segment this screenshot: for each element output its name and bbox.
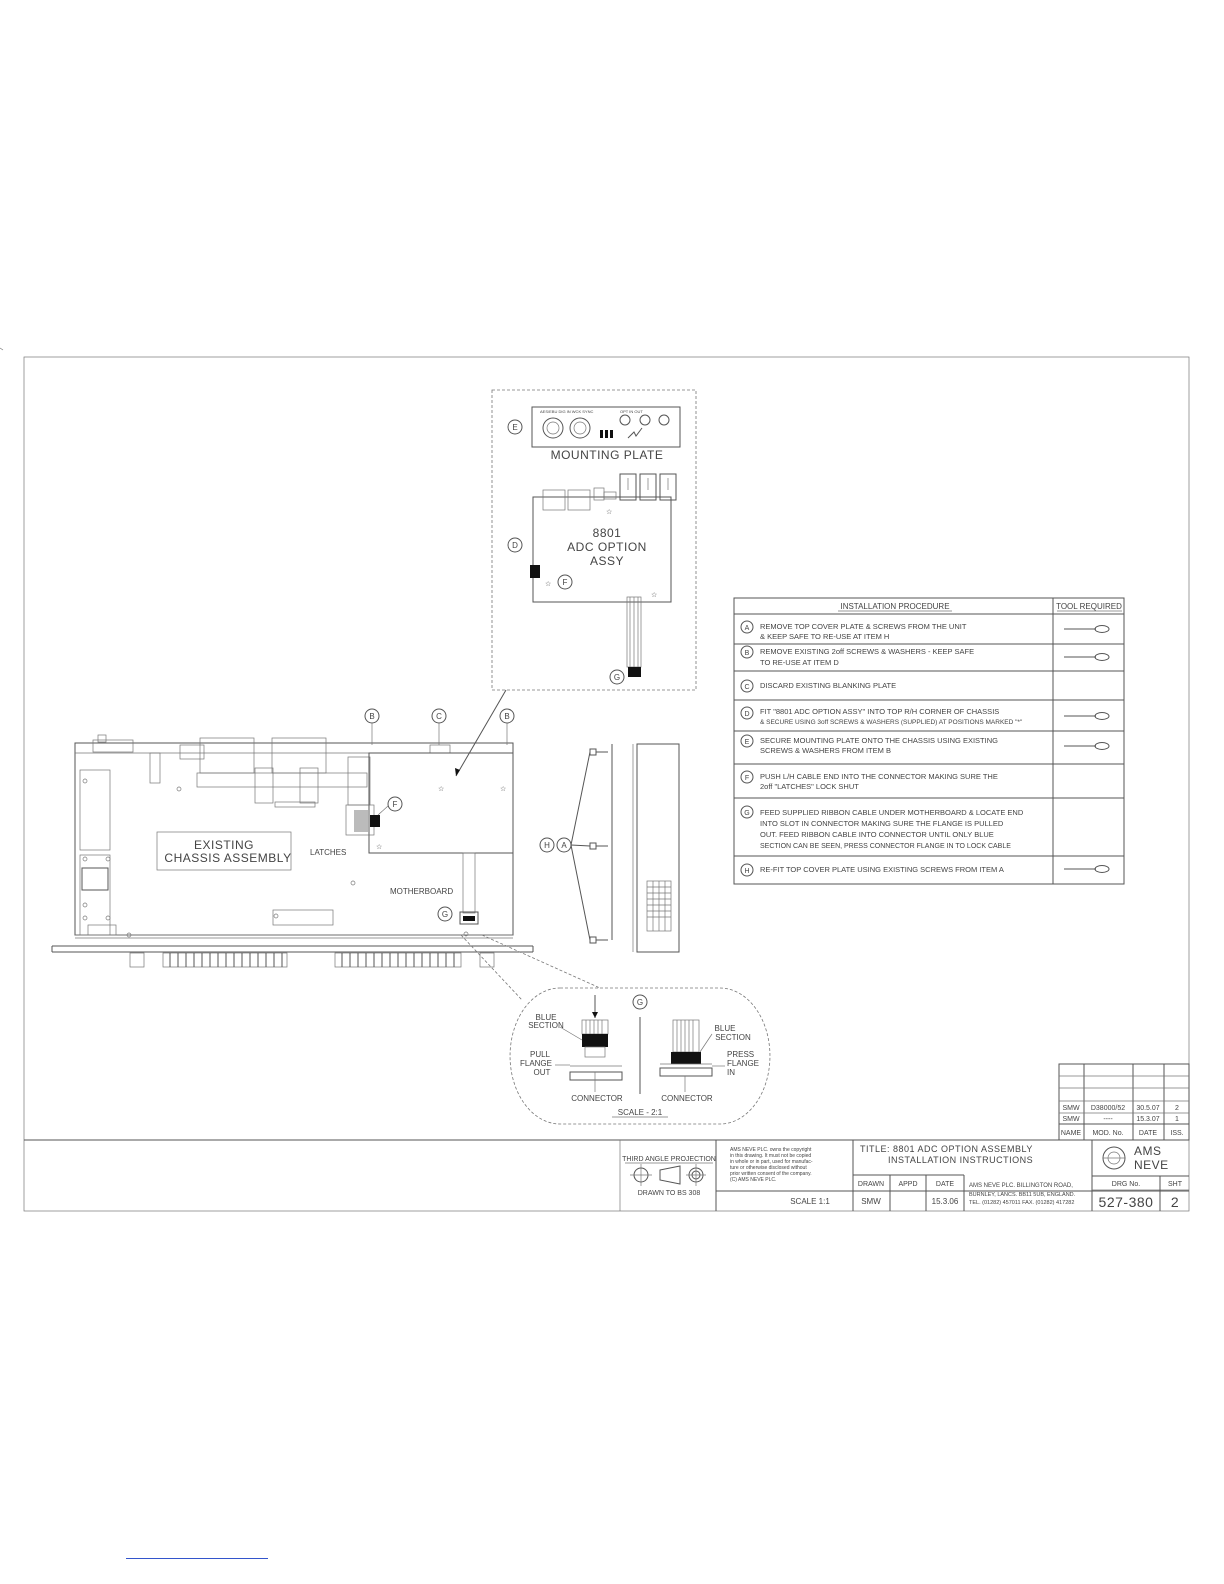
svg-text:B: B — [369, 712, 375, 721]
callout-d — [508, 538, 522, 552]
tool-header: TOOL REQUIRED — [1056, 602, 1122, 611]
procedure-step-g — [741, 806, 1024, 850]
screwdriver-icon — [1064, 866, 1109, 873]
rev-mod-1: ---- — [1103, 1116, 1113, 1123]
procedure-step-h — [741, 864, 1004, 876]
procedure-step-a — [741, 621, 967, 641]
svg-text:D: D — [744, 711, 750, 718]
projection-label: THIRD ANGLE PROJECTION — [622, 1156, 716, 1163]
procedure-step-f — [741, 771, 998, 791]
svg-text:TO RE-USE AT ITEM D: TO RE-USE AT ITEM D — [760, 658, 839, 667]
rev-header-date: DATE — [1138, 1130, 1158, 1137]
sheet-border — [24, 357, 1189, 1211]
rev-iss-1: 1 — [1175, 1116, 1179, 1123]
svg-text:DISCARD EXISTING BLANKING PLAT: DISCARD EXISTING BLANKING PLATE — [760, 681, 897, 690]
ams-neve-logo — [1103, 1144, 1169, 1172]
procedure-step-b — [741, 646, 974, 667]
rev-date-2: 30.5.07 — [1136, 1105, 1160, 1112]
rev-iss-2: 2 — [1175, 1105, 1179, 1112]
rev-header-mod: MOD. No. — [1092, 1130, 1124, 1137]
rev-header-name: NAME — [1060, 1130, 1082, 1137]
detail-pull-out — [555, 995, 622, 1092]
svg-text:E: E — [744, 739, 750, 746]
copyright-line4: ture or otherwise disclosed without — [730, 1165, 807, 1171]
latches-label: LATCHES — [310, 848, 347, 857]
svg-text:D: D — [512, 541, 518, 550]
svg-text:G: G — [441, 910, 449, 919]
callout-c — [432, 709, 446, 745]
svg-text:B: B — [744, 650, 750, 657]
adc-assy-line2: ADC OPTION — [567, 540, 647, 554]
revision-table — [1059, 1064, 1189, 1140]
screwdriver-icon — [1064, 713, 1109, 720]
svg-text:☆: ☆ — [438, 786, 445, 793]
svg-text:OPT IN OUT: OPT IN OUT — [620, 409, 643, 414]
callout-b-right — [500, 709, 514, 745]
rev-header-iss: ISS. — [1170, 1130, 1184, 1137]
svg-text:SECTION CAN BE SEEN, PRESS CON: SECTION CAN BE SEEN, PRESS CONNECTOR FLANGE IN TO LOCK CABLE — [760, 843, 1011, 850]
appd-header: APPD — [898, 1181, 918, 1188]
rev-date-1: 15.3.07 — [1136, 1116, 1160, 1123]
connector-right-label: CONNECTOR — [661, 1094, 713, 1103]
svg-text:F: F — [392, 800, 398, 809]
svg-text:F: F — [744, 775, 750, 782]
callout-h-side — [540, 838, 554, 852]
sheet-number: 2 — [1170, 1194, 1180, 1210]
svg-text:G: G — [613, 673, 621, 682]
title-block — [24, 1140, 1189, 1211]
callout-g-detail — [633, 995, 647, 1009]
rev-mod-2: D38000/52 — [1090, 1105, 1126, 1112]
company-line1: AMS NEVE PLC. BILLINGTON ROAD, — [969, 1183, 1073, 1189]
copyright-line1: AMS NEVE PLC. owns the copyright — [730, 1147, 812, 1153]
callout-g-chassis — [438, 907, 452, 921]
svg-text:B: B — [504, 712, 510, 721]
svg-text:OUT. FEED RIBBON CABLE INTO CO: OUT. FEED RIBBON CABLE INTO CONNECTOR UNTIL ONLY BLUE — [760, 830, 994, 839]
rev-name-1: SMW — [1062, 1116, 1080, 1123]
corner-tick — [0, 348, 3, 350]
detail-g — [461, 935, 770, 1124]
drawing-number: 527-380 — [1098, 1194, 1154, 1210]
procedure-header: INSTALLATION PROCEDURE — [840, 602, 950, 611]
procedure-table — [734, 598, 1124, 884]
svg-text:G: G — [636, 998, 644, 1007]
chassis-label-line2: CHASSIS ASSEMBLY — [164, 851, 292, 865]
svg-text:& SECURE USING 3off SCREWS & W: & SECURE USING 3off SCREWS & WASHERS (SUPPLIED) AT POSITIONS MARKED "*" — [760, 719, 1023, 726]
company-line2: BURNLEY, LANCS. BB11 5UB, ENGLAND. — [969, 1192, 1076, 1198]
installed-adc-board — [369, 753, 513, 853]
svg-text:H: H — [544, 841, 550, 850]
pull-label-2: FLANGE — [519, 1059, 553, 1068]
drawn-value: SMW — [861, 1197, 881, 1206]
svg-text:H: H — [744, 868, 750, 875]
blue-section-right-2: SECTION — [715, 1033, 751, 1042]
svg-text:G: G — [744, 810, 750, 817]
svg-text:☆: ☆ — [651, 592, 658, 599]
svg-text:2off "LATCHES" LOCK SHUT: 2off "LATCHES" LOCK SHUT — [760, 782, 859, 791]
svg-text:C: C — [436, 712, 442, 721]
chassis-label-line1: EXISTING — [193, 838, 255, 852]
pull-label-1: PULL — [529, 1050, 551, 1059]
chassis-outline — [75, 743, 513, 935]
drawn-header: DRAWN — [857, 1181, 885, 1188]
copyright-line5: prior written consent of the company. — [730, 1171, 812, 1177]
copyright-line3: in whole or in part, used for manufac- — [730, 1159, 813, 1165]
callout-g-top — [610, 670, 624, 684]
press-label-1: PRESS — [727, 1050, 755, 1059]
callout-a-side — [557, 838, 571, 852]
screwdriver-icon — [1064, 654, 1109, 661]
date-value: 15.3.06 — [931, 1197, 959, 1206]
svg-text:SECURE MOUNTING PLATE ONTO THE: SECURE MOUNTING PLATE ONTO THE CHASSIS USING EXISTING — [760, 736, 998, 745]
svg-text:FIT "8801 ADC OPTION ASSY" INT: FIT "8801 ADC OPTION ASSY" INTO TOP R/H CORNER OF CHASSIS — [760, 707, 1000, 716]
footer-link-underline[interactable] — [126, 1558, 268, 1559]
screwdriver-icon — [1064, 626, 1109, 633]
third-angle-projection-icon — [630, 1164, 706, 1186]
sheet-header: SHT — [1168, 1181, 1182, 1188]
side-view — [540, 744, 679, 952]
press-label-3: IN — [727, 1068, 735, 1077]
blue-section-left-1: BLUE — [535, 1013, 557, 1022]
rev-name-2: SMW — [1062, 1105, 1080, 1112]
company-line3: TEL. (01282) 457011 FAX. (01282) 417282 — [969, 1200, 1075, 1206]
svg-text:& KEEP SAFE TO RE-USE AT ITEM: & KEEP SAFE TO RE-USE AT ITEM H — [760, 632, 890, 641]
rear-connectors — [130, 953, 494, 967]
copyright-line2: in this drawing. It must not be copied — [730, 1153, 812, 1159]
screwdriver-icon — [1064, 743, 1109, 750]
svg-text:F: F — [562, 578, 568, 587]
procedure-step-e — [741, 735, 998, 755]
drawn-to-label: DRAWN TO BS 308 — [637, 1190, 701, 1197]
svg-text:AES/EBU DIG IN WCK SYNC: AES/EBU DIG IN WCK SYNC — [540, 409, 594, 414]
svg-text:INTO SLOT IN CONNECTOR MAKING: INTO SLOT IN CONNECTOR MAKING SURE THE FLANGE IS PULLED — [760, 819, 1004, 828]
svg-text:☆: ☆ — [500, 786, 507, 793]
leader-exploded — [456, 690, 506, 776]
exploded-view — [455, 390, 696, 776]
logo-text-2: NEVE — [1134, 1158, 1169, 1172]
svg-text:☆: ☆ — [376, 844, 383, 851]
detail-scale-label: SCALE - 2:1 — [617, 1108, 663, 1117]
svg-text:C: C — [744, 684, 750, 691]
svg-text:☆: ☆ — [545, 581, 552, 588]
press-label-2: FLANGE — [727, 1059, 760, 1068]
svg-text:RE-FIT TOP COVER PLATE USING E: RE-FIT TOP COVER PLATE USING EXISTING SCREWS FROM ITEM A — [760, 865, 1004, 874]
logo-text-1: AMS — [1134, 1144, 1162, 1158]
svg-text:REMOVE EXISTING 2off SCREWS &: REMOVE EXISTING 2off SCREWS & WASHERS - KEEP SAFE — [760, 647, 975, 656]
svg-text:☆: ☆ — [606, 509, 613, 516]
svg-text:PUSH L/H CABLE END INTO THE CO: PUSH L/H CABLE END INTO THE CONNECTOR MAKING SURE THE — [760, 772, 998, 781]
adc-assy-line1: 8801 — [592, 526, 622, 540]
mounting-plate — [532, 407, 680, 447]
drg-no-header: DRG No. — [1111, 1181, 1141, 1188]
callout-e-top — [508, 420, 522, 434]
svg-text:A: A — [744, 625, 750, 632]
chassis-view — [52, 709, 533, 967]
svg-text:A: A — [561, 841, 567, 850]
callout-f-top — [558, 575, 572, 589]
procedure-step-c — [741, 680, 896, 692]
scale-value: SCALE 1:1 — [790, 1197, 830, 1206]
blue-section-left-2: SECTION — [528, 1021, 564, 1030]
motherboard-label: MOTHERBOARD — [390, 887, 454, 896]
drawing-title-2: INSTALLATION INSTRUCTIONS — [888, 1155, 1034, 1165]
pull-label-3: OUT — [533, 1068, 551, 1077]
blue-section-right-1: BLUE — [714, 1024, 736, 1033]
adc-option-board — [530, 474, 676, 677]
adc-assy-line3: ASSY — [589, 554, 625, 568]
callout-b-left — [365, 709, 379, 745]
date-header: DATE — [935, 1181, 955, 1188]
svg-text:REMOVE TOP COVER PLATE & SCREW: REMOVE TOP COVER PLATE & SCREWS FROM THE UNIT — [760, 622, 967, 631]
drawing-title-1: TITLE: 8801 ADC OPTION ASSEMBLY — [860, 1144, 1033, 1154]
mounting-plate-label: MOUNTING PLATE — [550, 448, 664, 462]
connector-left-label: CONNECTOR — [571, 1094, 623, 1103]
svg-text:SCREWS & WASHERS FROM ITEM B: SCREWS & WASHERS FROM ITEM B — [760, 746, 891, 755]
svg-text:E: E — [512, 423, 518, 432]
svg-text:FEED SUPPLIED RIBBON CABLE UND: FEED SUPPLIED RIBBON CABLE UNDER MOTHERBOARD & LOCATE END — [760, 808, 1024, 817]
procedure-step-d — [741, 707, 1023, 726]
copyright-line6: (C) AMS NEVE PLC. — [730, 1177, 777, 1183]
callout-f-chassis — [378, 797, 402, 815]
